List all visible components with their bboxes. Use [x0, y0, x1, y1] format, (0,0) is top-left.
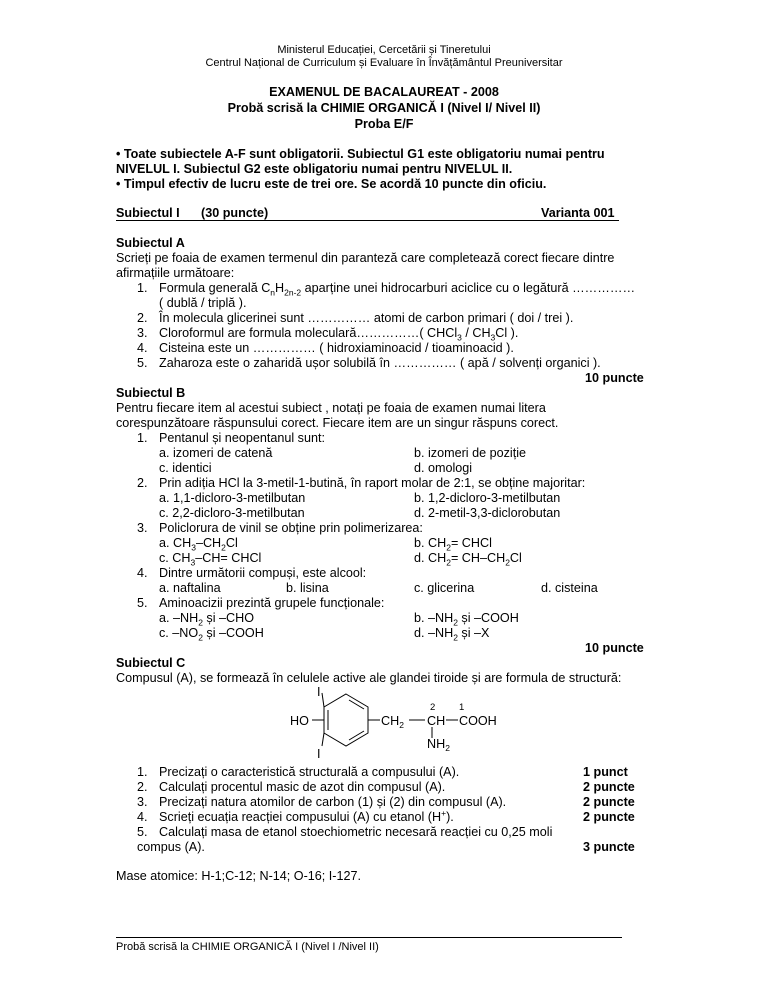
subC-q3: Precizați natura atomilor de carbon (1) și (2) din compusul (A). [159, 795, 507, 809]
subC-q1: Precizați o caracteristică structurală a compusului (A). [159, 765, 460, 779]
double-bond [349, 700, 364, 709]
subC-q5-line-1: Calculați masa de etanol stoechiometric necesară reacției cu 0,25 moli [159, 825, 553, 839]
subC-q4-points: 2 puncte [583, 810, 635, 824]
footer-divider [116, 937, 622, 938]
section-variant: Varianta 001 [541, 206, 615, 220]
subB-q3-option-b: b. $CH_2=$ CHCl [414, 536, 492, 553]
subB-q3-number: 3. [137, 521, 148, 535]
instruction-line-1: • Toate subiectele A-F sunt obligatorii. Subiectul G1 este obligatoriu numai pentru [116, 147, 605, 161]
subC-q5-number: 5. [137, 825, 148, 839]
subC-q2-points: 2 puncte [583, 780, 635, 794]
subC-q2-number: 2. [137, 780, 148, 794]
bond-c-i-top [322, 693, 324, 707]
subB-points: 10 puncte [585, 641, 644, 655]
subB-intro-2: corespunzătoare răspunsului corect. Fiecare item are un singur răspuns corect. [116, 416, 559, 430]
subB-q3: Policlorura de vinil se obține prin polimerizarea: [159, 521, 423, 535]
section-label: Subiectul I [116, 206, 180, 220]
subC-q1-number: 1. [137, 765, 148, 779]
exam-subject: Probă scrisă la CHIMIE ORGANICĂ I (Nivel I/ Nivel II) [227, 101, 541, 115]
subB-q3-option-d: d. $CH_2= CH-CH_2Cl$ [414, 551, 522, 568]
amino-group: $NH_2$ [427, 737, 450, 753]
subA-item-4: Cisteina este un …………… ( hidroxiaminoacid / tioaminoacid ). [159, 341, 514, 355]
subB-q4-option-c: c. glicerina [414, 581, 475, 595]
section-points: (30 puncte) [201, 206, 269, 220]
atomic-masses: Mase atomice: H-1;C-12; N-14; O-16; I-127. [116, 869, 361, 883]
subC-q1-points: 1 punct [583, 765, 628, 779]
ch2-group: $CH_2$ [381, 714, 404, 730]
subB-q5-option-a: a. $-NH_2$ și –CHO [159, 611, 255, 628]
subC-title: Subiectul C [116, 656, 186, 670]
subA-item-5-number: 5. [137, 356, 148, 370]
subB-q4-option-a: a. naftalina [159, 581, 221, 595]
subB-q3-option-a: a. $CH_3-CH_2Cl$ [159, 536, 238, 553]
subB-q5-option-d: d. $-NH_2$ și –X [414, 626, 490, 643]
subA-item-1-options: ( dublă / triplă ). [159, 296, 247, 310]
subC-q4: Scrieți ecuația reacției compusului (A) cu etanol (H+). [159, 807, 454, 824]
subA-item-3: Cloroformul are formula moleculară……………( CHCl$_3$ / $CH_3Cl$ ). [159, 326, 519, 343]
subC-q5-points: 3 puncte [583, 840, 635, 854]
subA-item-3-number: 3. [137, 326, 148, 340]
subB-q1: Pentanul și neopentanul sunt: [159, 431, 325, 445]
exam-title: EXAMENUL DE BACALAUREAT - 2008 [269, 85, 499, 99]
center-header: Centrul Național de Curriculum și Evaluare în Învățământul Preuniversitar [205, 57, 563, 69]
subB-q2: Prin adiția HCl la 3-metil-1-butină, în raport molar de 2:1, se obține majoritar: [159, 476, 586, 490]
subB-q1-option-a: a. izomeri de catenă [159, 446, 273, 460]
iodine-bottom: I [317, 747, 321, 761]
subB-intro-1: Pentru fiecare item al acestui subiect , notați pe foaia de examen numai litera [116, 401, 546, 415]
subA-intro-1: Scrieți pe foaia de examen termenul din paranteză care completează corect fiecare dintre [116, 251, 615, 265]
subB-q3-option-c: c. $CH_3-CH=$ CHCl [159, 551, 262, 568]
subA-item-2-number: 2. [137, 311, 148, 325]
subB-q2-option-b: b. 1,2-dicloro-3-metilbutan [414, 491, 561, 505]
subB-q1-option-c: c. identici [159, 461, 212, 475]
exam-proba: Proba E/F [354, 117, 414, 131]
subA-title: Subiectul A [116, 236, 185, 250]
subB-q2-option-d: d. 2-metil-3,3-diclorobutan [414, 506, 561, 520]
subB-q5-option-b: b. $-NH_2$ și –COOH [414, 611, 519, 628]
subB-q5: Aminoacizii prezintă grupele funcționale: [159, 596, 385, 610]
subB-q2-option-c: c. 2,2-dicloro-3-metilbutan [159, 506, 305, 520]
subC-q5-line-2: compus (A). [137, 840, 205, 854]
instruction-line-2: NIVELUL I. Subiectul G2 este obligatoriu numai pentru NIVELUL II. [116, 162, 513, 176]
subB-q5-option-c: c. $-NO_2$ și –COOH [159, 626, 264, 643]
subB-q2-option-a: a. 1,1-dicloro-3-metilbutan [159, 491, 306, 505]
subA-points: 10 puncte [585, 371, 644, 385]
instruction-line-3: • Timpul efectiv de lucru este de trei ore. Se acordă 10 puncte din oficiu. [116, 177, 547, 191]
footer-text: Probă scrisă la CHIMIE ORGANICĂ I (Nivel I /Nivel II) [116, 941, 379, 953]
subB-title: Subiectul B [116, 386, 186, 400]
ch-group: CH [427, 714, 446, 728]
subA-item-1: Formula generală $C_nH_{2n-2}$ aparține unei hidrocarburi aciclice cu o legătură …………… [159, 281, 636, 298]
ministry-header: Ministerul Educației, Cercetării și Tineretului [277, 44, 491, 56]
subB-q4-option-d: d. cisteina [541, 581, 598, 595]
subB-q5-number: 5. [137, 596, 148, 610]
subA-item-5: Zaharoza este o zaharidă ușor solubilă în …………… ( apă / solvenți organici ). [159, 356, 601, 370]
double-bond [349, 731, 364, 740]
subA-intro-2: afirmațiile următoare: [116, 266, 235, 280]
subC-q3-points: 2 puncte [583, 795, 635, 809]
carboxyl-group: COOH [459, 714, 497, 728]
subB-q1-option-d: d. omologi [414, 461, 473, 475]
subC-q3-number: 3. [137, 795, 148, 809]
subC-q2: Calculați procentul masic de azot din compusul (A). [159, 780, 446, 794]
iodine-top: I [317, 685, 321, 699]
subC-intro: Compusul (A), se formează în celulele active ale glandei tiroide și are formula de structură: [116, 671, 622, 685]
subB-q2-number: 2. [137, 476, 148, 490]
subB-q4-option-b: b. lisina [286, 581, 329, 595]
subA-item-4-number: 4. [137, 341, 148, 355]
subA-item-1-number: 1. [137, 281, 148, 295]
carbon-label-1: 1 [459, 702, 465, 713]
benzene-ring [324, 694, 368, 746]
subA-item-2: În molecula glicerinei sunt …………… atomi de carbon primari ( doi / trei ). [159, 311, 574, 325]
subC-q4-number: 4. [137, 810, 148, 824]
subB-q1-option-b: b. izomeri de poziție [414, 446, 526, 460]
bond-c-i-bottom [322, 733, 324, 746]
subB-q4-number: 4. [137, 566, 148, 580]
carbon-label-2: 2 [430, 702, 436, 713]
subB-q4: Dintre următorii compuși, este alcool: [159, 566, 367, 580]
hydroxyl-group: HO [290, 714, 309, 728]
subB-q1-number: 1. [137, 431, 148, 445]
